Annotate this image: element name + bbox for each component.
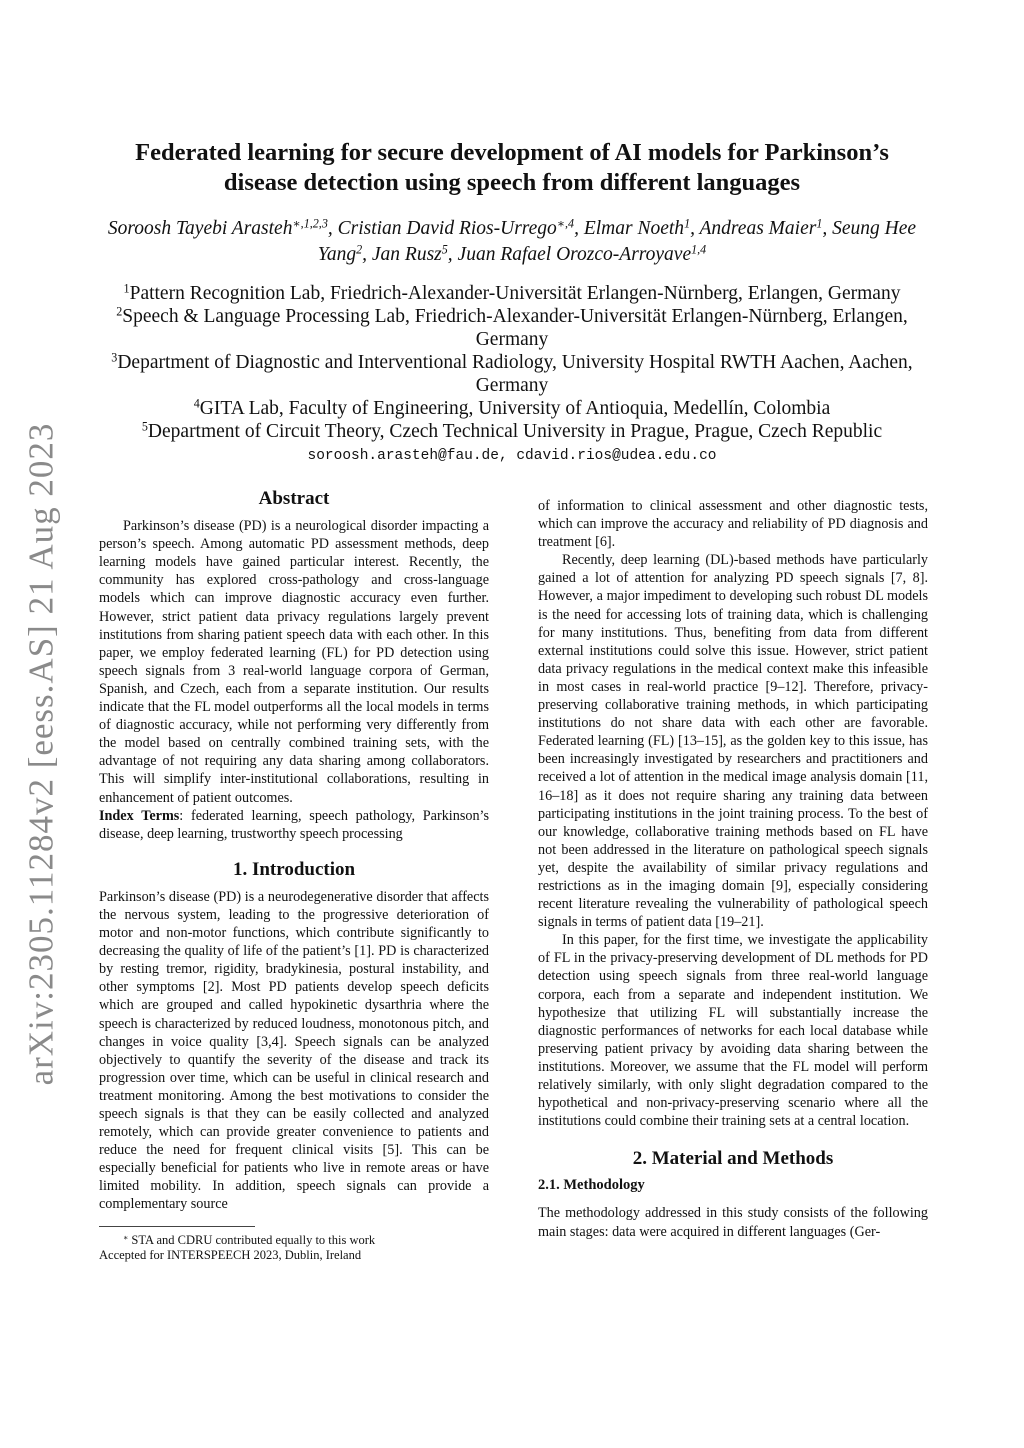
introduction-paragraph: Recently, deep learning (DL)-based methods have particularly gained a lot of attention for analyzing PD speech signals [7, 8]. However, a major impediment to developing such robust DL models is the need for accessing lots of training data, which is challenging for many institutions. Thus, benefiting from data from different external institutions could solve this issue. However, strict patient data privacy regulations in the medical context make this infeasible in most cases in real-world practice [9–12]. Therefore, privacy-preserving collaborative training methods, in which participating institutions do not share data with each other are favorable. Federated learning (FL) [13–15], as the golden key to this issue, has been increasingly investigated by researchers and practitioners and received a lot of attention in the medical image analysis domain [11, 16–18] as it does not require sharing any training data between participating institutions in the joint training process. To the best of our knowledge, collaborative training methods based on FL have not been addressed in the literature on pathological speech signals yet, despite the availability of similar privacy regulations and restrictions as in the imaging domain [9], especially considering recent literature revealing the vulnerability of pathological speech signals in terms of patient data [19–21]. — [538, 552, 928, 931]
contact-emails: soroosh.arasteh@fau.de, cdavid.rios@udea.edu.co — [307, 448, 717, 464]
author: Soroosh Tayebi Arasteh$^{∗,1,2,3}$ — [107, 216, 328, 239]
left-column — [99, 490, 489, 1263]
footnote-divider — [99, 1226, 255, 1227]
right-column — [538, 497, 928, 1241]
abstract-text: Parkinson’s disease (PD) is a neurological disorder impacting a person’s speech. Among automatic PD assessment methods, deep learning models have gained particular interest. Recently, the community has explored cross-pathology and cross-language models which can improve diagnostic accuracy even further. However, strict patient data privacy regulations largely prevent institutions from sharing patient speech data with each other. In this paper, we employ federated learning (FL) for PD detection using speech signals from 3 real-world language corpora of German, Spanish, and Czech, each from a separate institution. Our results indicate that the FL model outperforms all the local models in terms of diagnostic accuracy, while not performing very differently from the model based on centrally combined training sets, with the advantage of not requiring any data sharing among collaborators. This will simplify inter-institutional collaborations, resulting in enhancement of patient outcomes. — [99, 518, 489, 806]
affiliation: $^4$GITA Lab, Faculty of Engineering, University of Antioquia, Medellín, Colombia — [193, 396, 831, 419]
paper-title: Federated learning for secure development of AI models for Parkinson’s disease detection using speech from different languages — [135, 139, 889, 196]
author: Jan Rusz$^5$ — [371, 242, 448, 265]
affiliation: $^5$Department of Circuit Theory, Czech Technical University in Prague, Prague, Czech Republic — [141, 419, 883, 442]
index-terms-label: Index Terms — [99, 807, 180, 824]
author: Cristian David Rios-Urrego$^{∗,4}$ — [337, 216, 575, 239]
methodology-subheading: 2.1. Methodology — [538, 1177, 645, 1194]
abstract-heading: Abstract — [258, 488, 330, 509]
author: Andreas Maier$^1$ — [699, 216, 823, 239]
author: Seung Hee Yang$^2$ — [317, 218, 917, 265]
arxiv-identifier-text: arXiv:2305.11284v2 [eess.AS] 21 Aug 2023 — [21, 422, 61, 1086]
methods-heading: 2. Material and Methods — [632, 1148, 834, 1170]
affiliation: $^3$Department of Diagnostic and Interventional Radiology, University Hospital RWTH Aachen, Aachen, Germany — [111, 350, 913, 396]
methodology-paragraph: The methodology addressed in this study consists of the following main stages: data were acquired in different languages (Ger- — [538, 1205, 928, 1240]
introduction-paragraph: In this paper, for the first time, we investigate the applicability of FL in the privacy-preserving development of DL methods for PD detection using speech signals from three real-world language corpora, each from a separate and independent institution. We hypothesize that utilizing FL will substantially increase the diagnostic performances of networks for each local database while preserving patient privacy by avoiding data sharing between the institutions. Moreover, we assume that the FL model will perform relatively similarly, with only slight degradation compared to the hypothetical and non-privacy-preserving scenario where all the institutions could combine their training sets at a central location. — [538, 932, 928, 1130]
introduction-heading: 1. Introduction — [232, 858, 356, 880]
author: Elmar Noeth$^1$ — [583, 216, 691, 239]
index-terms: Index Terms: federated learning, speech pathology, Parkinson’s disease, deep learning, trustworthy speech processing — [99, 807, 490, 842]
arxiv-identifier-stamp — [6, 422, 76, 1086]
affiliation: $^2$Speech & Language Processing Lab, Friedrich-Alexander-Universität Erlangen-Nürnberg, Erlangen, Germany — [116, 304, 908, 350]
footnote-equal-contribution: ∗ STA and CDRU contributed equally to this work — [123, 1232, 376, 1247]
author: Juan Rafael Orozco-Arroyave$^{1,4}$ — [457, 242, 707, 265]
author-list: Soroosh Tayebi Arasteh$^{∗,1,2,3}$, Cristian David Rios-Urrego$^{∗,4}$, Elmar Noeth$^1$, Andreas Maier$^1$, Seung Hee Yang$^2$, Jan Rusz$^5$, Juan Rafael Orozco-Arroyave$^{1,4}$ — [107, 216, 917, 265]
affiliation: $^1$Pattern Recognition Lab, Friedrich-Alexander-Universität Erlangen-Nürnberg, Erlangen, Germany — [123, 281, 901, 304]
footnote-accepted: Accepted for INTERSPEECH 2023, Dublin, Ireland — [99, 1247, 362, 1262]
introduction-paragraph-continued: of information to clinical assessment and other diagnostic tests, which can improve the accuracy and reliability of PD diagnosis and treatment [6]. — [538, 498, 928, 551]
affiliation-list — [80, 282, 944, 443]
introduction-paragraph: Parkinson’s disease (PD) is a neurodegenerative disorder that affects the nervous system, leading to the progressive deterioration of motor and non-motor functions, which contribute significantly to decreasing the quality of life of the patient’s [1]. PD is characterized by resting tremor, rigidity, bradykinesia, postural instability, and other symptoms [2]. Most PD patients develop speech deficits which are grouped and called hypokinetic dysarthria where the speech is characterized by reduced loudness, monotonous pitch, and changes in voice quality [3,4]. Speech signals can be analyzed objectively to quantify the severity of the disease and track its progression over time, which can be useful in clinical research and treatment monitoring. Among the best motivations to consider the speech signals is that they can be easily collected and analyzed remotely, which can provide greater convenience to patients and reduce the need for frequent clinical visits [5]. This can be especially beneficial for patients who live in remote areas or have limited mobility. In addition, speech signals can provide a complementary source — [99, 888, 489, 1213]
